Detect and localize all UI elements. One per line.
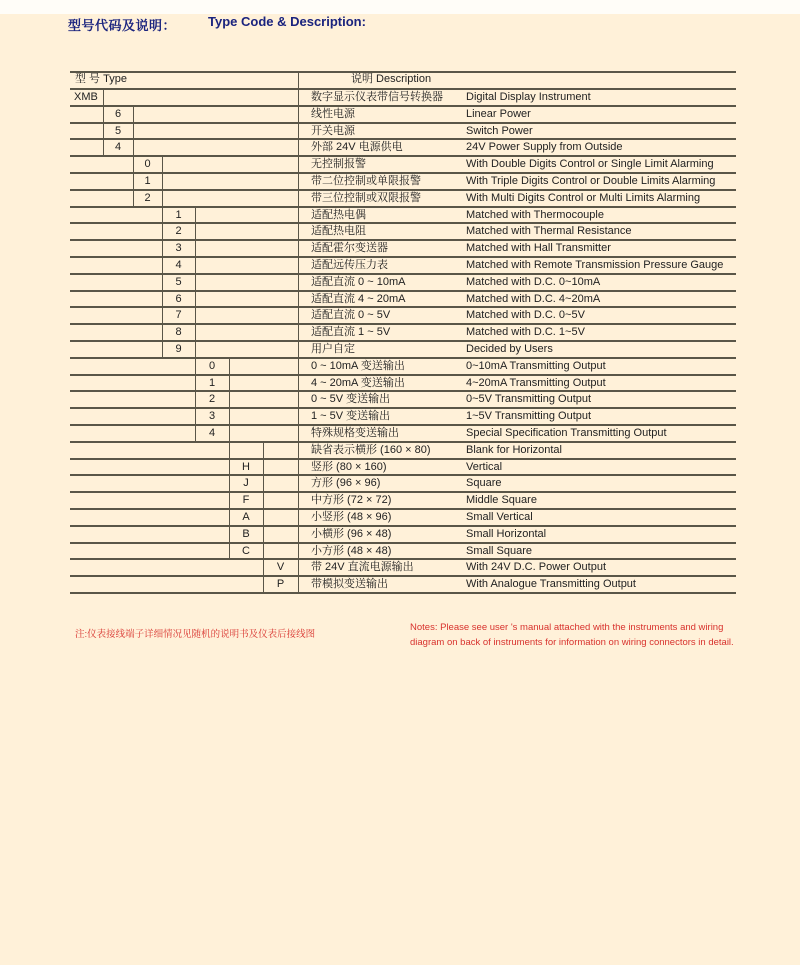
description-en: Square xyxy=(466,477,502,490)
description-en: With Multi Digits Control or Multi Limits Alarming xyxy=(466,191,701,204)
type-code: 2 xyxy=(144,191,151,204)
description-en: 24V Power Supply from Outside xyxy=(466,141,623,154)
row-rule xyxy=(70,491,736,493)
description-en: Linear Power xyxy=(466,107,531,120)
description-cn: 带二位控制或单限报警 xyxy=(311,175,421,187)
type-code: 1 xyxy=(144,175,151,187)
type-code: 5 xyxy=(114,124,122,137)
description-en: Matched with Thermal Resistance xyxy=(466,225,632,238)
column-header-type: 型 号 Type xyxy=(75,73,127,85)
description-en: Digital Display Instrument xyxy=(466,91,591,103)
type-code: C xyxy=(242,544,250,557)
code-cell-right-rule xyxy=(162,155,163,172)
description-cn: 适配直流 1 ~ 5V xyxy=(311,326,391,339)
description-en: Decided by Users xyxy=(466,343,553,355)
type-code: 0 xyxy=(144,158,151,171)
description-cn: 适配直流 4 ~ 20mA xyxy=(311,292,406,305)
description-en: Matched with D.C. 0~5V xyxy=(466,309,585,322)
row-rule xyxy=(70,122,736,124)
code-cell-right-rule xyxy=(195,340,196,357)
type-code: 6 xyxy=(114,107,122,120)
description-cn: 中方形 (72 × 72) xyxy=(311,494,392,507)
code-cell-right-rule xyxy=(133,105,134,122)
table-top-rule xyxy=(70,71,736,73)
description-en: With Triple Digits Control or Double Limits Alarming xyxy=(466,175,716,187)
description-cn: 开关电源 xyxy=(311,124,355,137)
description-en: With 24V D.C. Power Output xyxy=(466,561,606,574)
description-en: Small Vertical xyxy=(466,511,533,523)
description-cn: 带模拟变送输出 xyxy=(311,578,388,591)
description-cn: 带 24V 直流电源输出 xyxy=(311,561,414,574)
type-code: 0 xyxy=(208,359,216,372)
description-en: Blank for Horizontal xyxy=(466,443,562,456)
type-code: 1 xyxy=(175,208,182,221)
type-code: 4 xyxy=(114,141,122,154)
type-code: XMB xyxy=(74,91,98,103)
description-en: Matched with Hall Transmitter xyxy=(466,242,611,255)
code-cell-right-rule xyxy=(229,407,230,424)
description-en: Special Specification Transmitting Output xyxy=(466,427,667,439)
type-code: F xyxy=(242,494,250,507)
description-cn: 适配直流 0 ~ 5V xyxy=(311,309,391,322)
description-cn: 竖形 (80 × 160) xyxy=(311,460,387,473)
description-en: 4~20mA Transmitting Output xyxy=(466,376,606,389)
type-code: B xyxy=(242,527,250,540)
type-code: 2 xyxy=(175,225,182,238)
type-code: A xyxy=(242,511,250,523)
type-code: J xyxy=(243,477,249,490)
page-title-cn: 型号代码及说明： xyxy=(68,18,177,33)
code-cell-right-rule xyxy=(263,525,264,542)
description-en: Matched with D.C. 0~10mA xyxy=(466,275,601,288)
description-cn: 适配热电阻 xyxy=(311,225,366,238)
description-en: With Analogue Transmitting Output xyxy=(466,578,636,591)
description-en: Switch Power xyxy=(466,124,533,137)
description-cn: 适配直流 0 ~ 10mA xyxy=(311,275,406,288)
code-cell-right-rule xyxy=(162,172,163,189)
description-cn: 小竖形 (48 × 96) xyxy=(311,511,392,523)
row-rule xyxy=(70,542,736,544)
type-code: 3 xyxy=(208,410,216,423)
code-cell-right-rule xyxy=(195,222,196,239)
description-en: 1~5V Transmitting Output xyxy=(466,410,592,423)
row-rule xyxy=(70,474,736,476)
description-en: Middle Square xyxy=(466,494,537,507)
description-en: Small Horizontal xyxy=(466,527,547,540)
type-code: P xyxy=(276,578,285,591)
top-strip xyxy=(0,0,800,14)
type-code: 3 xyxy=(175,242,182,255)
row-rule xyxy=(70,525,736,527)
type-code: H xyxy=(242,460,250,473)
description-cn: 缺省表示横形 (160 × 80) xyxy=(311,443,431,456)
description-cn: 用户自定 xyxy=(311,343,355,355)
note-english: Notes: Please see user 's manual attached with the instruments and wiring diagram on back of instruments for information on wiring connectors in detail. xyxy=(410,622,734,648)
description-en: Matched with Thermocouple xyxy=(466,208,604,221)
type-code: 8 xyxy=(175,326,182,339)
description-en: Matched with D.C. 4~20mA xyxy=(466,292,601,305)
description-cn: 数字显示仪表带信号转换器 xyxy=(311,91,443,103)
column-header-description: 说明 Description xyxy=(351,73,432,85)
description-cn: 无控制报警 xyxy=(311,158,366,171)
row-rule xyxy=(70,592,736,594)
description-cn: 方形 (96 × 96) xyxy=(311,477,381,490)
code-cell-right-rule xyxy=(263,508,264,525)
code-cell-right-rule xyxy=(162,189,163,206)
description-cn: 4 ~ 20mA 变送输出 xyxy=(311,376,405,389)
row-rule xyxy=(70,138,736,140)
description-cn: 小横形 (96 × 48) xyxy=(311,527,392,540)
description-cn: 小方形 (48 × 48) xyxy=(311,544,392,557)
description-en: With Double Digits Control or Single Limit Alarming xyxy=(466,158,714,171)
description-en: Vertical xyxy=(466,460,503,473)
code-cell-right-rule xyxy=(133,122,134,139)
type-code: 4 xyxy=(175,259,182,271)
description-cn: 1 ~ 5V 变送输出 xyxy=(311,410,391,423)
description-en: 0~10mA Transmitting Output xyxy=(466,359,606,372)
code-cell-right-rule xyxy=(195,206,196,223)
type-code: 5 xyxy=(175,275,182,288)
code-cell-right-rule xyxy=(263,441,264,458)
code-cell-right-rule xyxy=(229,424,230,441)
description-cn: 适配远传压力表 xyxy=(311,259,388,271)
code-cell-right-rule xyxy=(195,273,196,290)
code-cell-right-rule xyxy=(195,290,196,307)
description-en: Matched with D.C. 1~5V xyxy=(466,326,585,339)
code-cell-right-rule xyxy=(263,542,264,559)
row-rule xyxy=(70,407,736,409)
code-cell-right-rule xyxy=(133,138,134,155)
description-divider xyxy=(298,71,299,592)
code-cell-right-rule xyxy=(195,323,196,340)
note-chinese: 注:仪表接线端子详细情况见随机的说明书及仪表后接线图 xyxy=(75,629,316,640)
type-code: 7 xyxy=(175,309,182,322)
type-code: 4 xyxy=(208,427,216,439)
description-en: Small Square xyxy=(466,544,533,557)
type-code xyxy=(229,442,263,459)
code-cell-right-rule xyxy=(229,390,230,407)
row-rule xyxy=(70,508,736,510)
type-code: 2 xyxy=(208,393,216,406)
type-code: V xyxy=(276,561,285,574)
code-cell-right-rule xyxy=(195,256,196,273)
description-cn: 0 ~ 5V 变送输出 xyxy=(311,393,391,406)
description-cn: 适配热电偶 xyxy=(311,208,366,221)
type-code: 9 xyxy=(175,343,182,355)
code-cell-right-rule xyxy=(229,357,230,374)
description-cn: 0 ~ 10mA 变送输出 xyxy=(311,359,405,372)
code-cell-right-rule xyxy=(229,374,230,391)
description-en: 0~5V Transmitting Output xyxy=(466,393,592,406)
type-code: 6 xyxy=(175,292,182,305)
page-title-en: Type Code & Description: xyxy=(208,14,366,29)
type-code: 1 xyxy=(208,376,216,389)
description-cn: 特殊规格变送输出 xyxy=(311,427,399,439)
code-cell-right-rule xyxy=(263,491,264,508)
description-cn: 线性电源 xyxy=(311,107,355,120)
code-cell-right-rule xyxy=(263,474,264,491)
code-cell-right-rule xyxy=(263,458,264,475)
description-cn: 适配霍尔变送器 xyxy=(311,242,388,255)
description-cn: 外部 24V 电源供电 xyxy=(311,141,403,154)
description-cn: 带三位控制或双限报警 xyxy=(311,191,421,204)
description-en: Matched with Remote Transmission Pressure Gauge xyxy=(466,259,724,271)
code-cell-right-rule xyxy=(195,239,196,256)
code-cell-right-rule xyxy=(195,306,196,323)
